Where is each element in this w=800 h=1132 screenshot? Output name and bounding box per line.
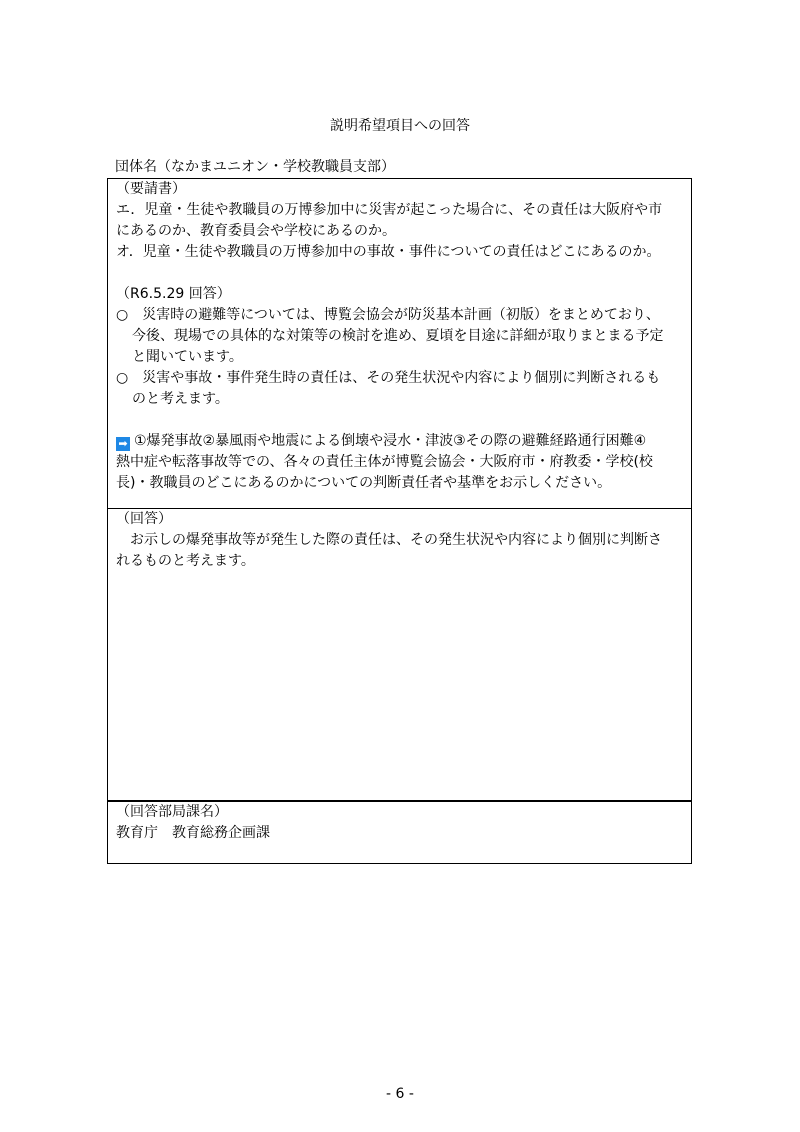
request-line: オ．児童・生徒や教職員の万博参加中の事故・事件についての責任はどこにあるのか。 [116,244,661,260]
request-heading: （要請書） [116,181,186,197]
spacer [108,410,691,431]
previous-answer-heading: （R6.5.29 回答） [116,286,231,302]
previous-answer-line: 今後、現場での具体的な対策等の検討を進め、夏頃を目途に詳細が取りまとまる予定 [132,328,664,344]
document-title: 説明希望項目への回答 [330,118,470,134]
department-value: 教育庁 教育総務企画課 [116,825,270,841]
followup-line: 長)・教職員のどこにあるのかについての判断責任者や基準をお示しください。 [116,475,612,491]
followup-text: ①爆発事故②暴風雨や地震による倒壊や浸水・津波③その際の避難経路通行困難④ [134,433,647,449]
followup-line [108,431,691,452]
spacer [108,263,691,284]
previous-answer-line: と聞いています。 [132,349,243,365]
department-heading: （回答部局課名） [116,804,228,820]
previous-answer-line: ○ 災害や事故・事件発生時の責任は、その発生状況や内容により個別に判断されるも [116,370,661,386]
answer-heading: （回答） [116,511,172,527]
request-line: エ．児童・生徒や教職員の万博参加中に災害が起こった場合に、その責任は大阪府や市 [116,202,663,218]
answer-line: お示しの爆発事故等が発生した際の責任は、その発生状況や内容により個別に判断さ [116,532,662,548]
previous-answer-line: ○ 災害時の避難等については、博覧会協会が防災基本計画（初版）をまとめており、 [116,307,660,323]
followup-line: 熱中症や転落事故等での、各々の責任主体が博覧会協会・大阪府市・府教委・学校(校 [116,454,653,470]
answer-line: れるものと考えます。 [116,553,255,569]
page-number: - 6 - [386,1086,414,1102]
answer-section [107,509,692,801]
request-section [107,178,692,509]
previous-answer-line: のと考えます。 [132,391,229,407]
organization-name: 団体名（なかまユニオン・学校教職員支部） [115,159,395,175]
arrow-right-icon: ➡ [116,437,130,451]
department-section [107,801,692,864]
request-line: にあるのか、教育委員会や学校にあるのか。 [116,223,396,239]
